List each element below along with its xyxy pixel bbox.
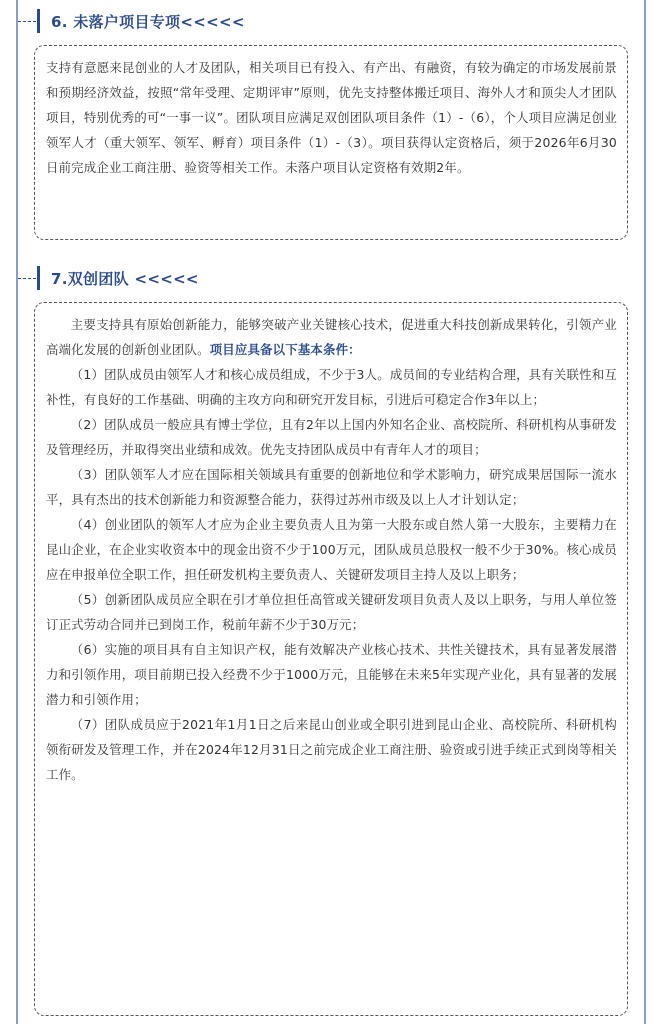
condition-7: （7）团队成员应于2021年1月1日之后来昆山创业或全职引进到昆山企业、高校院所、科研机构领衔研发及管理工作，并在2024年12月31日之前完成企业工商注册、验资或引进手续正式到岗等相关工作。 (46, 717, 617, 782)
section-7-title: 7.双创团队 <<<<< (51, 269, 199, 288)
condition-6: （6）实施的项目具有自主知识产权，能有效解决产业核心技术、共性关键技术，具有显著发展潜力和引领作用，项目前期已投入经费不少于1000万元，且能够在未来5年实现产业化，具有显著的发展潜力和引领作用； (46, 642, 617, 707)
section-6-heading (18, 8, 245, 34)
connector-dash (18, 278, 36, 279)
condition-3: （3）团队领军人才应在国际相关领域具有重要的创新地位和学术影响力，研究成果居国际一流水平，具有杰出的技术创新能力和资源整合能力，获得过苏州市级及以上人才计划认定； (46, 467, 617, 507)
connector-dash (18, 21, 36, 22)
heading-marker-bar (37, 266, 40, 290)
section-7-heading (18, 265, 199, 291)
condition-1: （1）团队成员由领军人才和核心成员组成，不少于3人。成员间的专业结构合理，具有关联性和互补性，有良好的工作基础、明确的主攻方向和研究开发目标，引进后可稳定合作3年以上； (46, 367, 617, 407)
section-6-content-box (34, 45, 628, 240)
intro-text: 主要支持具有原始创新能力，能够突破产业关键核心技术，促进重大科技创新成果转化，引领产业高端化发展的创新创业团队。 (46, 317, 617, 357)
heading-marker-bar (37, 9, 40, 33)
condition-4: （4）创业团队的领军人才应为企业主要负责人且为第一大股东或自然人第一大股东，主要精力在昆山企业，在企业实收资本中的现金出资不少于100万元，团队成员总股权一般不少于30%。核心成员应在申报单位全职工作，担任研发机构主要负责人、关键研发项目主持人及以上职务； (46, 517, 617, 582)
section-6-paragraph: 支持有意愿来昆创业的人才及团队，相关项目已有投入、有产出、有融资，有较为确定的市场发展前景和预期经济效益，按照“常年受理、定期评审”原则，优先支持整体搬迁项目、海外人才和顶尖人才团队项目，特别优秀的可“一事一议”。团队项目应满足双创团队项目条件（1）-（6），个人项目应满足创业领军人才（重大领军、领军、孵育）项目条件（1）-（3）。项目获得认定资格后，须于2026年6月30日前完成企业工商注册、验资等相关工作。未落户项目认定资格有效期2年。 (46, 60, 617, 175)
intro-strong-text: 项目应具备以下基本条件： (209, 342, 361, 357)
section-7-intro (46, 312, 617, 362)
left-rail-line (16, 0, 18, 1024)
condition-2: （2）团队成员一般应具有博士学位，且有2年以上国内外知名企业、高校院所、科研机构从事研发及管理经历，并取得突出业绩和成效。优先支持团队成员中有青年人才的项目； (46, 417, 617, 457)
section-7-content-box (34, 302, 628, 1016)
right-rail-line (644, 0, 646, 1024)
section-6-title: 6. 未落户项目专项<<<<< (51, 12, 245, 31)
condition-5: （5）创新团队成员应全职在引才单位担任高管或关键研发项目负责人及以上职务，与用人单位签订正式劳动合同并已到岗工作，税前年薪不少于30万元； (46, 592, 617, 632)
